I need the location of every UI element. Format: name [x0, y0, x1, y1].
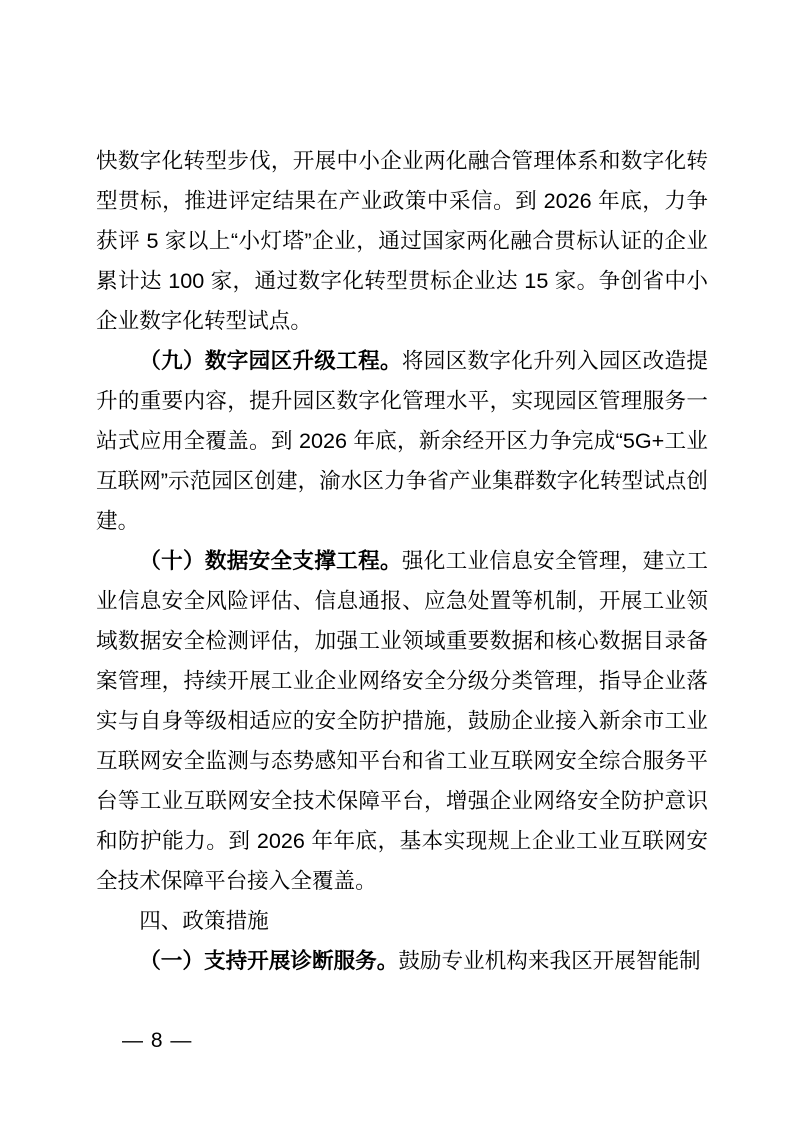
page-number: — 8 —: [122, 1029, 193, 1052]
paragraph-lead: （九）数字园区升级工程。: [139, 348, 402, 373]
paragraph-item-1: [96, 941, 708, 981]
paragraph-text: 快数字化转型步伐，开展中小企业两化融合管理体系和数字化转型贯标，推进评定结果在产业政策中采信。到 2026 年底，力争获评 5 家以上“小灯塔”企业，通过国家两化融合贯标认证的企业累计达 100 家，通过数字化转型贯标企业达 15 家。争创省中小企业数字化转型试点。: [96, 148, 708, 333]
section-heading: 四、政策措施: [139, 908, 269, 933]
document-body: [96, 141, 708, 981]
paragraph-text: 将园区数字化升列入园区改造提升的重要内容，提升园区数字化管理水平，实现园区管理服务一站式应用全覆盖。到 2026 年底，新余经开区力争完成“5G+工业互联网”示范园区创建，渝水区力争省产业集群数字化转型试点创建。: [96, 348, 708, 533]
paragraph-text: 鼓励专业机构来我区开展智能制: [398, 948, 701, 973]
paragraph-text: 强化工业信息安全管理，建立工业信息安全风险评估、信息通报、应急处置等机制，开展工业领域数据安全检测评估，加强工业领域重要数据和核心数据目录备案管理，持续开展工业企业网络安全分级分类管理，指导企业落实与自身等级相适应的安全防护措施，鼓励企业接入新余市工业互联网安全监测与态势感知平台和省工业互联网安全综合服务平台等工业互联网安全技术保障平台，增强企业网络安全防护意识和防护能力。到 2026 年年底，基本实现规上企业工业互联网安全技术保障平台接入全覆盖。: [96, 548, 708, 893]
paragraph-item-9: [96, 341, 708, 541]
paragraph-lead: （十）数据安全支撑工程。: [139, 548, 402, 573]
paragraph-item-10: [96, 541, 708, 901]
paragraph-lead: （一）支持开展诊断服务。: [139, 948, 399, 973]
paragraph-continuation: [96, 141, 708, 341]
